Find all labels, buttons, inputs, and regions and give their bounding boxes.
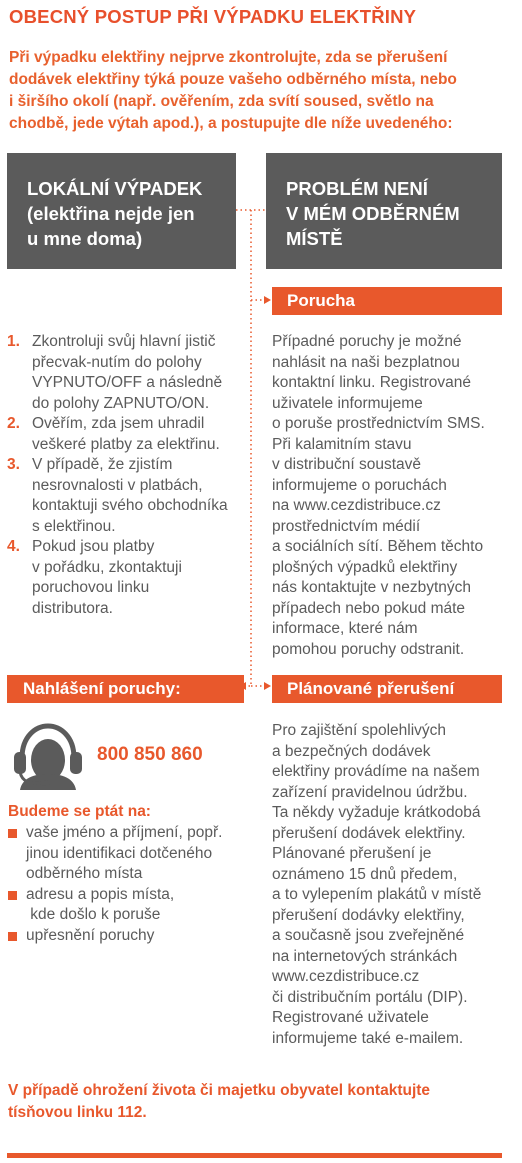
planned-line: www.cezdistribuce.cz: [272, 968, 420, 985]
ask-line: odběrného místa: [26, 865, 143, 882]
planned-line: či distribučním portálu (DIP).: [272, 988, 468, 1006]
planned-line: a současně jsou zveřejněné: [272, 927, 465, 944]
emergency-line: V případě ohrožení života či majetku obyvatel kontaktujte: [8, 1082, 431, 1099]
ask-item: [8, 926, 258, 947]
step-line: nesrovnalosti v platbách,: [32, 476, 203, 494]
step-item: [7, 455, 257, 537]
step-number: 4.: [7, 538, 20, 555]
ask-line: jinou identifikaci dotčeného: [26, 844, 213, 862]
problem-box-line: PROBLÉM NENÍ: [286, 178, 428, 199]
emergency-note: [8, 1080, 508, 1124]
planned-outage-heading: Plánované přerušení: [272, 675, 502, 703]
porucha-line: uživatele informujeme: [272, 394, 423, 412]
ask-line: vaše jméno a příjmení, popř.: [26, 824, 223, 841]
planned-line: oznámeno 15 dnů předem,: [272, 865, 458, 883]
porucha-line: plošných výpadků elektřiny: [272, 558, 458, 576]
step-number: 3.: [7, 456, 20, 473]
planned-outage-text: [272, 721, 512, 1049]
planned-line: na internetových stránkách: [272, 947, 458, 965]
porucha-line: případech nebo pokud máte: [272, 599, 466, 617]
step-line: kontaktuji svého obchodníka: [32, 497, 228, 514]
porucha-line: informujeme o poruchách: [272, 476, 447, 494]
planned-line: Registrované uživatele: [272, 1009, 429, 1026]
porucha-line: na www.cezdistribuce.cz: [272, 497, 441, 514]
porucha-line: Při kalamitním stavu: [272, 435, 412, 453]
intro-line: dodávek elektřiny týká pouze vašeho odběrného místa, nebo: [9, 71, 457, 88]
ask-title: Budeme se ptát na:: [8, 803, 151, 820]
bottom-divider: [7, 1153, 502, 1158]
planned-line: Pro zajištění spolehlivých: [272, 722, 447, 739]
intro-line: chodbě, jede výtah apod.), a postupujte dle níže uvedeného:: [9, 115, 453, 132]
local-box-line: u mne doma): [27, 228, 143, 249]
porucha-line: nás kontaktujte v nezbytných: [272, 579, 472, 596]
step-line: Pokud jsou platby: [32, 538, 155, 555]
planned-line: elektřiny provádíme na našem: [272, 763, 480, 780]
porucha-line: o poruše prostřednictvím SMS.: [272, 415, 485, 432]
step-line: veškeré platby za elektřinu.: [32, 435, 220, 453]
local-box-line: LOKÁLNÍ VÝPADEK: [27, 178, 203, 199]
porucha-line: v distribuční soustavě: [272, 456, 422, 473]
intro-line: Při výpadku elektřiny nejprve zkontrolujte, zda se přerušení: [9, 49, 448, 66]
page-title: OBECNÝ POSTUP PŘI VÝPADKU ELEKTŘINY: [9, 6, 417, 27]
step-line: V případě, že zjistím: [32, 456, 173, 473]
step-line: VYPNUTO/OFF a následně: [32, 374, 223, 391]
step-number: 1.: [7, 333, 20, 350]
porucha-line: Případné poruchy je možné: [272, 333, 462, 350]
problem-box-line: MÍSTĚ: [286, 228, 343, 249]
steps-list: [7, 332, 257, 619]
ask-line: kde došlo k poruše: [26, 906, 161, 923]
planned-line: Plánované přerušení je: [272, 845, 432, 862]
planned-line: Ta někdy vyžaduje krátkodobá: [272, 804, 481, 821]
ask-line: adresu a popis místa,: [26, 885, 175, 903]
local-box-line: (elektřina nejde jen: [27, 203, 195, 224]
arrow-right-icon: [264, 296, 271, 304]
problem-box-line: V MÉM ODBĚRNÉM: [286, 203, 460, 224]
emergency-line: tísňovou linku 112.: [8, 1104, 147, 1121]
step-line: distributora.: [32, 599, 113, 617]
porucha-heading: Porucha: [272, 287, 502, 315]
ask-line: upřesnění poruchy: [26, 926, 155, 944]
porucha-text: [272, 332, 512, 660]
step-item: [7, 332, 257, 414]
bullet-square-icon: [8, 891, 17, 900]
phone-number[interactable]: 800 850 860: [97, 744, 203, 765]
porucha-line: pomohou poruchy odstranit.: [272, 640, 465, 658]
step-line: do polohy ZAPNUTO/ON.: [32, 394, 210, 412]
step-line: Zkontroluji svůj hlavní jistič: [32, 333, 216, 350]
porucha-line: a sociálních sítí. Během těchto: [272, 538, 484, 555]
arrow-right-icon: [264, 682, 271, 690]
step-number: 2.: [7, 415, 20, 432]
bullet-square-icon: [8, 932, 17, 941]
step-line: poruchovou linku: [32, 579, 150, 596]
planned-line: přerušení dodávek elektřiny.: [272, 824, 466, 842]
porucha-line: kontaktní linku. Registrované: [272, 374, 472, 391]
porucha-line: nahlásit na naši bezplatnou: [272, 353, 460, 371]
ask-list: [8, 823, 258, 946]
porucha-line: informace, které nám: [272, 620, 418, 637]
report-heading: Nahlášení poruchy:: [7, 675, 244, 703]
planned-line: přerušení dodávky elektřiny,: [272, 906, 465, 924]
ask-item: [8, 823, 258, 885]
step-item: [7, 414, 257, 455]
headset-icon: [8, 720, 88, 790]
step-line: přecvak-nutím do polohy: [32, 353, 202, 371]
step-line: v pořádku, zkontaktuji: [32, 558, 182, 576]
porucha-line: prostřednictvím médií: [272, 517, 421, 535]
ask-item: [8, 885, 258, 926]
bullet-square-icon: [8, 829, 17, 838]
step-item: [7, 537, 257, 619]
intro-line: i širšího okolí (např. ověřením, zda svítí soused, světlo na: [9, 93, 434, 110]
planned-line: a to vylepením plakátů v místě: [272, 886, 482, 903]
step-line: s elektřinou.: [32, 517, 116, 535]
planned-line: zařízení pravidelnou údržbu.: [272, 783, 468, 801]
planned-line: a bezpečných dodávek: [272, 742, 431, 760]
step-line: Ověřím, zda jsem uhradil: [32, 415, 205, 432]
planned-line: informujeme také e-mailem.: [272, 1029, 464, 1047]
